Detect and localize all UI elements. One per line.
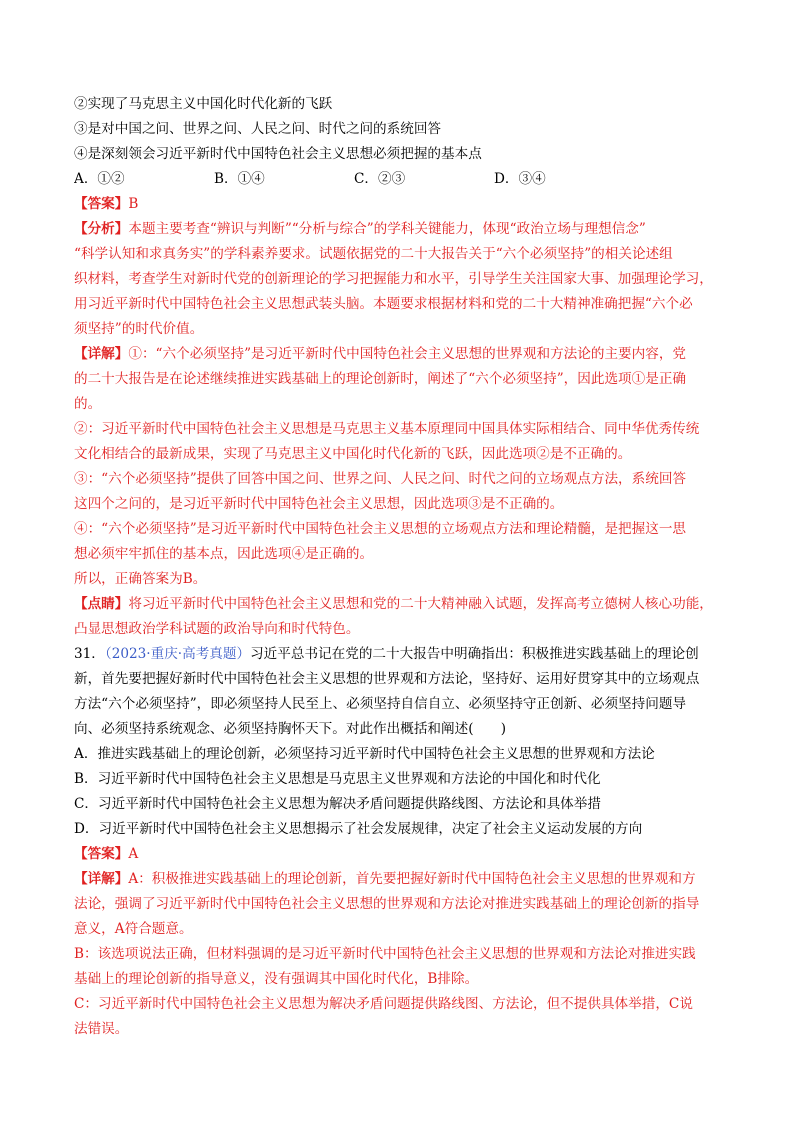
detail-line: B：该选项说法正确，但材料强调的是习近平新时代中国特色社会主义思想的世界观和方法论对推进实践 (74, 946, 696, 962)
detail-line: ①：“六个必须坚持”是习近平新时代中国特色社会主义思想的世界观和方法论的主要内容，党 (128, 346, 687, 362)
analysis-line: 用习近平新时代中国特色社会主义思想武装头脑。本题要求根据材料和党的二十大精神准确把握“六个必 (74, 296, 693, 312)
detail-line: 基础上的理论创新的指导意义，没有强调其中国化时代化，B排除。 (74, 971, 479, 987)
q30-option-b: B．①④ (214, 171, 265, 187)
q30-answer (74, 192, 730, 217)
q31-detail (74, 867, 730, 1042)
answer-tag: 【答案】 (74, 846, 129, 862)
stem-line: 新，首先要把握好新时代中国特色社会主义思想的世界观和方法论，坚持好、运用好贯穿其中的立场观点 (74, 671, 700, 687)
statement-2: ②实现了马克思主义中国化时代化新的飞跃 (74, 96, 333, 112)
detail-line: 想必须牢牢抓住的基本点，因此选项④是正确的。 (74, 546, 374, 562)
detail-tag: 【详解】 (74, 871, 129, 887)
q30-option-c: C．②③ (354, 171, 406, 187)
q31-stem (74, 642, 730, 742)
answer-value: B (128, 196, 139, 212)
detail-line: 的二十大报告是在论述继续推进实践基础上的理论创新时，阐述了“六个必须坚持”，因此选项①是正确 (74, 371, 687, 387)
comment-line: 将习近平新时代中国特色社会主义思想和党的二十大精神融入试题，发挥高考立德树人核心功能， (128, 596, 713, 612)
q31-option-b: B．习近平新时代中国特色社会主义思想是马克思主义世界观和方法论的中国化和时代化 (74, 771, 601, 787)
stem-line: 习近平总书记在党的二十大报告中明确指出：积极推进实践基础上的理论创 (250, 646, 699, 662)
question-number: 31． (74, 646, 105, 662)
stem-line: 向、必须坚持系统观念、必须坚持胸怀天下。对此作出概括和阐述( ) (74, 721, 507, 737)
detail-line: 这四个之问的，是习近平新时代中国特色社会主义思想，因此选项③是不正确的。 (74, 496, 564, 512)
q30-detail (74, 342, 730, 592)
q31-option-a: A．推进实践基础上的理论创新，必须坚持习近平新时代中国特色社会主义思想的世界观和方法论 (74, 746, 655, 762)
detail-line: ③：“六个必须坚持”提供了回答中国之问、世界之问、人民之问、时代之问的立场观点方法，系统回答 (74, 471, 687, 487)
question-source: （2023·重庆·高考真题） (104, 646, 251, 662)
answer-value: A (128, 846, 139, 862)
detail-line: 法错误。 (74, 1021, 129, 1037)
analysis-tag: 【分析】 (74, 221, 129, 237)
q30-option-d: D．③④ (494, 171, 546, 187)
analysis-line: “科学认知和求真务实”的学科素养要求。试题依据党的二十大报告关于“六个必须坚持”的相关论述组 (74, 246, 673, 262)
detail-line: A：积极推进实践基础上的理论创新，首先要把握好新时代中国特色社会主义思想的世界观和方 (128, 871, 696, 887)
q31-option-c: C．习近平新时代中国特色社会主义思想为解决矛盾问题提供路线图、方法论和具体举措 (74, 796, 601, 812)
answer-tag: 【答案】 (74, 196, 129, 212)
analysis-line: 本题主要考查“辨识与判断”“分析与综合”的学科关键能力，体现“政治立场与理想信念” (128, 221, 646, 237)
statement-3: ③是对中国之问、世界之问、人民之问、时代之问的系统回答 (74, 121, 442, 137)
detail-line: ②：习近平新时代中国特色社会主义思想是马克思主义基本原理同中国具体实际相结合、同中华优秀传统 (74, 421, 700, 437)
detail-tag: 【详解】 (74, 346, 129, 362)
detail-line: 意义，A符合题意。 (74, 921, 193, 937)
detail-line: 法论，强调了习近平新时代中国特色社会主义思想的世界观和方法论对推进实践基础上的理论创新的指导 (74, 896, 700, 912)
analysis-line: 须坚持”的时代价值。 (74, 321, 204, 337)
comment-tag: 【点睛】 (74, 596, 129, 612)
detail-line: C：习近平新时代中国特色社会主义思想为解决矛盾问题提供路线图、方法论，但不提供具体举措，C说 (74, 996, 693, 1012)
q30-analysis (74, 217, 730, 342)
statement-4: ④是深刻领会习近平新时代中国特色社会主义思想必须把握的基本点 (74, 146, 482, 162)
comment-line: 凸显思想政治学科试题的政治导向和时代特色。 (74, 621, 360, 637)
document-page (74, 92, 730, 1042)
q30-comment (74, 592, 730, 642)
q31-answer (74, 842, 730, 867)
analysis-line: 织材料，考查学生对新时代党的创新理论的学习把握能力和水平，引导学生关注国家大事、加强理论学习， (74, 271, 713, 287)
detail-line: 所以，正确答案为B。 (74, 571, 207, 587)
detail-line: ④：“六个必须坚持”是习近平新时代中国特色社会主义思想的立场观点方法和理论精髓，是把握这一思 (74, 521, 687, 537)
q30-option-a: A．①② (74, 171, 125, 187)
q31-options (74, 742, 730, 842)
q31-option-d: D．习近平新时代中国特色社会主义思想揭示了社会发展规律，决定了社会主义运动发展的方向 (74, 821, 643, 837)
detail-line: 文化相结合的最新成果，实现了马克思主义中国化时代化新的飞跃，因此选项②是不正确的。 (74, 446, 632, 462)
detail-line: 的。 (74, 396, 102, 412)
stem-line: 方法“六个必须坚持”，即必须坚持人民至上、必须坚持自信自立、必须坚持守正创新、必须坚持问题导 (74, 696, 687, 712)
q30-options (74, 167, 730, 192)
